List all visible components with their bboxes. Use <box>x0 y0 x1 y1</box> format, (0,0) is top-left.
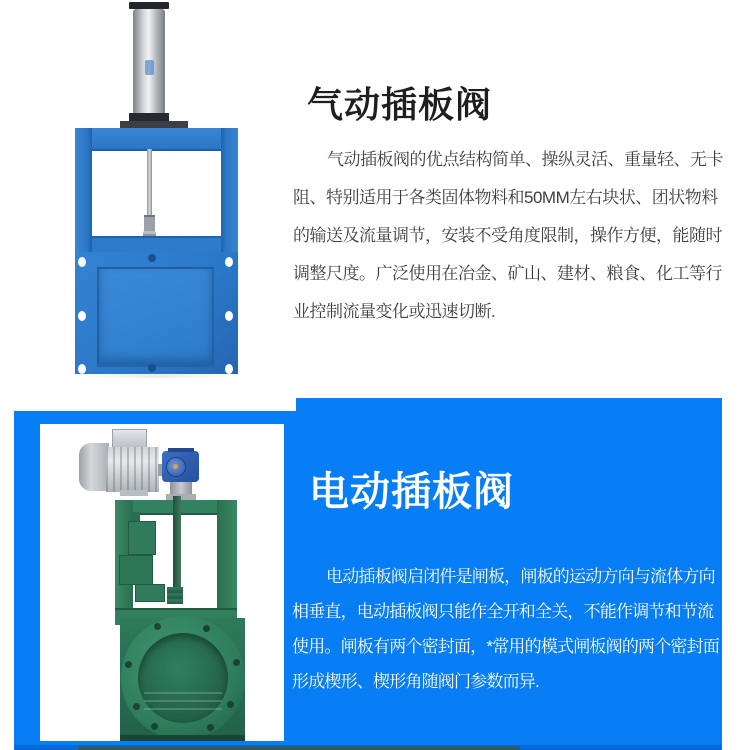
bolt-hole <box>78 257 86 267</box>
frame-post-left <box>75 128 92 254</box>
bolt-hole-dark <box>148 254 156 262</box>
bolt-hole <box>225 311 233 321</box>
pneumatic-text-line: 气动插板阀的优点结构简单、操纵灵活、重量轻、无卡 <box>327 150 723 169</box>
electric-text-line: 电动插板阀启闭件是闸板，闸板的运动方向与流体方向 <box>326 567 715 586</box>
frame-post-right <box>221 128 238 254</box>
flange-bolt <box>203 625 210 632</box>
motor-foot <box>120 490 148 496</box>
electric-title: 电动插板阀 <box>309 470 514 514</box>
bolt-hole <box>225 257 233 267</box>
gearbox-bolts <box>168 448 194 452</box>
valve-shadow <box>73 373 238 379</box>
pneumatic-text-line: 的输送及流量调节，安装不受角度限制，操作方便，能随时 <box>293 226 722 245</box>
pneumatic-text-line: 阻、特别适用于各类固体物料和50MM左右块状、团状物料 <box>293 188 718 207</box>
flange-bolt <box>125 661 132 668</box>
panel-top-notch <box>14 398 296 411</box>
gate-panel <box>97 267 214 367</box>
pneumatic-text-line: 业控制流量变化或迅速切断. <box>293 302 496 321</box>
green-post-right <box>217 500 237 622</box>
cylinder-mount-plate <box>120 121 188 128</box>
electric-text-line: 相垂直，电动插板阀只能作全开和全关，不能作调节和节流 <box>292 602 714 621</box>
flange-bolt <box>154 623 161 630</box>
frame-top-bar <box>75 128 238 151</box>
motor-fan-cover <box>79 443 109 491</box>
cylinder-top-cap <box>129 2 169 9</box>
next-section-edge <box>78 746 520 750</box>
flange-bolt <box>151 723 158 730</box>
electric-text-line: 使用。闸板有两个密封面，*常用的模式闸板阀的两个密封面 <box>292 637 720 656</box>
flange-bolt <box>133 703 140 710</box>
flange-bolt <box>207 724 214 731</box>
bolt-hole <box>78 311 86 321</box>
piston-rod <box>147 149 152 217</box>
pneumatic-title: 气动插板阀 <box>307 84 493 125</box>
cylinder-brand-mark <box>145 60 154 75</box>
motor-fins <box>106 447 159 492</box>
bore-grate <box>144 692 222 716</box>
pneumatic-text-line: 调整尺度。广泛使用在冶金、矿山、建材、粮食、化工等行 <box>293 264 722 283</box>
gearbox-boss-center <box>173 464 178 469</box>
bracket-middle <box>119 555 153 585</box>
flange-bolt <box>233 659 240 666</box>
stem-coupling <box>167 587 183 604</box>
electric-text-line: 形成楔形、楔形角随阀门参数而异. <box>292 672 539 691</box>
bolt-hole <box>78 364 86 374</box>
valve-stem <box>173 496 181 596</box>
bolt-hole <box>225 364 233 374</box>
electric-valve-image <box>40 424 284 741</box>
pneumatic-valve-image <box>68 0 240 380</box>
flange-bolt <box>227 701 234 708</box>
bracket-lower <box>135 584 165 602</box>
bolt-hole-dark <box>148 364 156 372</box>
bracket-upper <box>128 521 156 555</box>
plate-bottom-shadow <box>120 735 245 741</box>
